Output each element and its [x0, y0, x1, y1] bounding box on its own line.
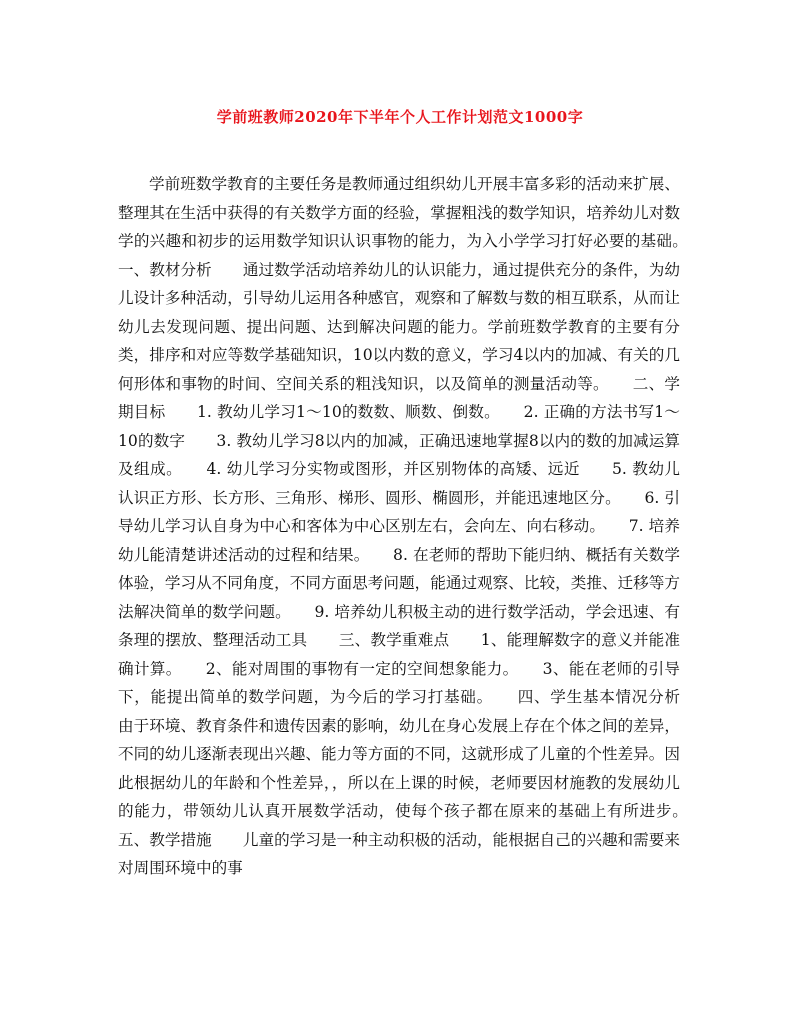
document-body: 学前班数学教育的主要任务是教师通过组织幼儿开展丰富多彩的活动来扩展、整理其在生活中获得的有关数学方面的经验，掌握粗浅的数学知识，培养幼儿对数学的兴趣和初步的运用数学知识认识事物的能力，为入小学学习打好必要的基础。 一、教材分析 通过数学活动培养幼儿的认识能力，通过提供充分的条件，为幼儿设计多种活动，引导幼儿运用各种感官，观察和了解数与数的相互联系，从而让幼儿去发现问题、提出问题、达到解决问题的能力。学前班数学教育的主要有分类，排序和对应等数学基础知识，10以内数的意义，学习4以内的加减、有关的几何形体和事物的时间、空间关系的粗浅知识，以及简单的测量活动等。 二、学期目标 1. 教幼儿学习1～10的数数、顺数、倒数。 2. 正确的方法书写1～10的数字 3. 教幼儿学习8以内的加减，正确迅速地掌握8以内的数的加减运算及组成。 4. 幼儿学习分实物或图形，并区别物体的高矮、远近 5. 教幼儿认识正方形、长方形、三角形、梯形、圆形、椭圆形，并能迅速地区分。 6. 引导幼儿学习认自身为中心和客体为中心区别左右，会向左、向右移动。 7. 培养幼儿能清楚讲述活动的过程和结果。 8. 在老师的帮助下能归纳、概括有关数学体验，学习从不同角度，不同方面思考问题，能通过观察、比较，类推、迁移等方法解决简单的数学问题。 9. 培养幼儿积极主动的进行数学活动，学会迅速、有条理的摆放、整理活动工具 三、教学重难点 1、能理解数字的意义并能准确计算。 2、能对周围的事物有一定的空间想象能力。 3、能在老师的引导下，能提出简单的数学问题，为今后的学习打基础。 四、学生基本情况分析 由于环境、教育条件和遗传因素的影响，幼儿在身心发展上存在个体之间的差异，不同的幼儿逐渐表现出兴趣、能力等方面的不同，这就形成了儿童的个性差异。因此根据幼儿的年龄和个性差异，，所以在上课的时候，老师要因材施教的发展幼儿的能力，带领幼儿认真开展数学活动，使每个孩子都在原来的基础上有所进步。 五、教学措施 儿童的学习是一种主动积极的活动，能根据自己的兴趣和需要来对周围环境中的事 — [118, 175, 712, 877]
document-title: 学前班教师2020年下半年个人工作计划范文1000字 — [216, 108, 584, 126]
